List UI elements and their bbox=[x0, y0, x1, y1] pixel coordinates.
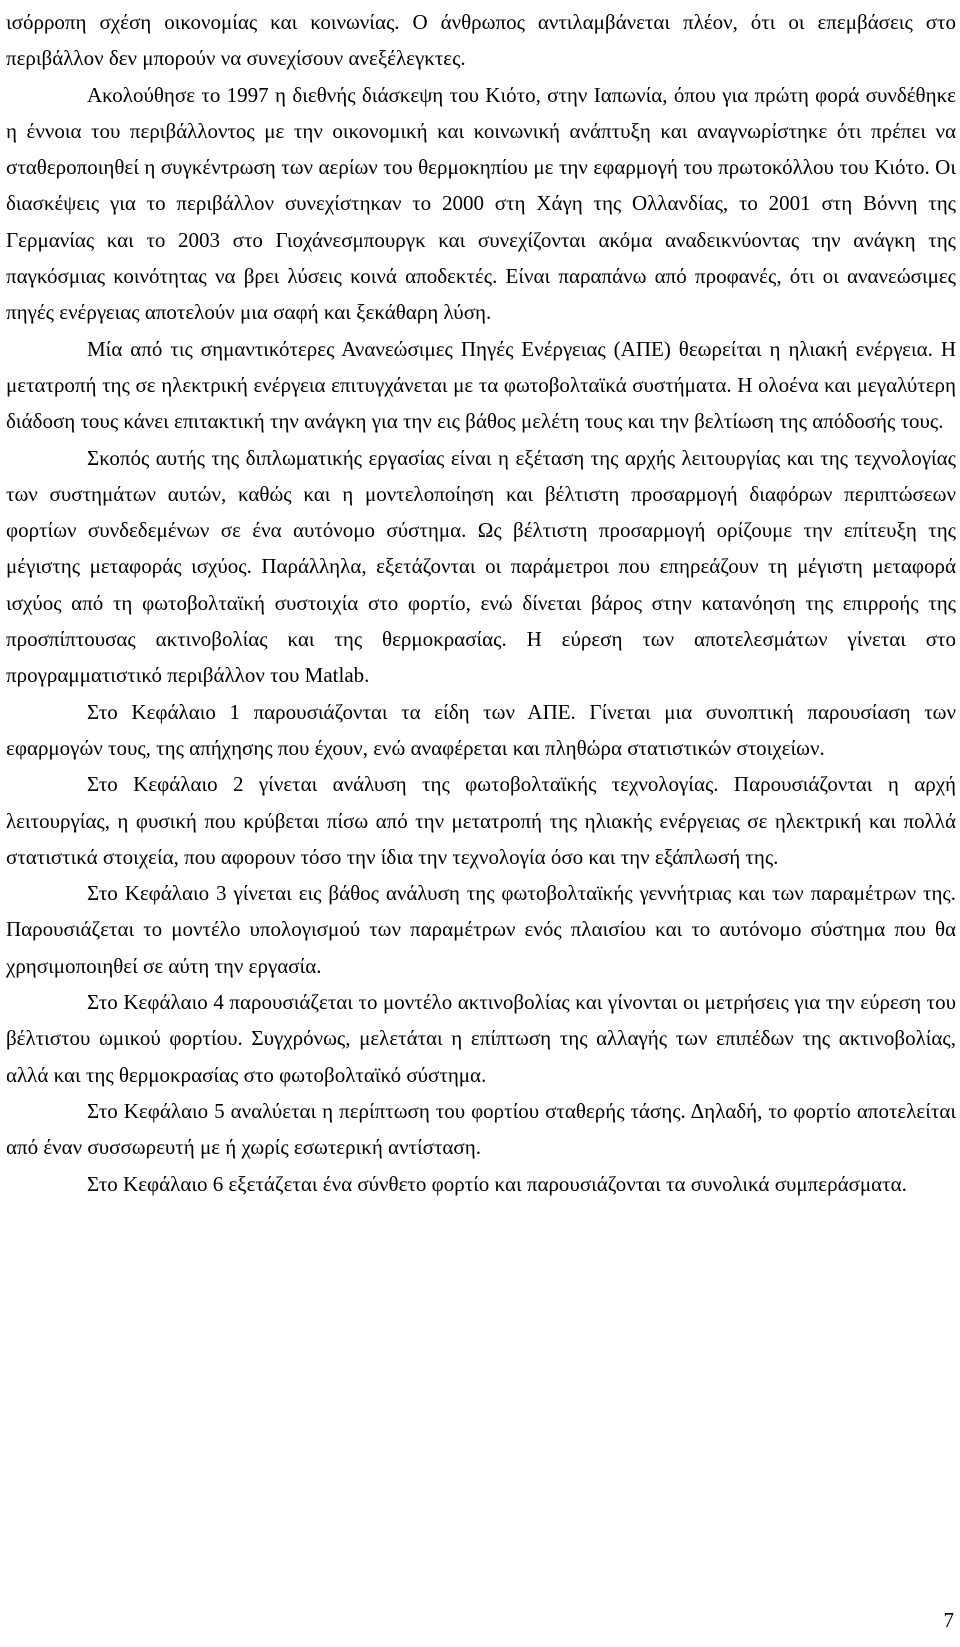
paragraph-9: Στο Κεφάλαιο 5 αναλύεται η περίπτωση του φορτίου σταθερής τάσης. Δηλαδή, το φορτίο αποτελείται από έναν συσσωρευτή με ή χωρίς εσωτερική αντίσταση. bbox=[6, 1098, 956, 1160]
paragraph-6: Στο Κεφάλαιο 2 γίνεται ανάλυση της φωτοβολταϊκής τεχνολογίας. Παρουσιάζονται η αρχή λειτουργίας, η φυσική που κρύβεται πίσω από την μετατροπή της ηλιακής ενέργειας σε ηλεκτρική και πολλά στατιστικά στοιχεία, που αφορουν τόσο την ίδια την τεχνολογία όσο και την εξάπλωσή της. bbox=[6, 772, 956, 869]
paragraph-10: Στο Κεφάλαιο 6 εξετάζεται ένα σύνθετο φορτίο και παρουσιάζονται τα συνολικά συμπεράσματα. bbox=[87, 1171, 907, 1196]
document-body bbox=[6, 4, 956, 1202]
paragraph-5: Στο Κεφάλαιο 1 παρουσιάζονται τα είδη των ΑΠΕ. Γίνεται μια συνοπτική παρουσίαση των εφαρμογών τους, της απήχησης που έχουν, ενώ αναφέρεται και πληθώρα στατιστικών στοιχείων. bbox=[6, 699, 956, 760]
paragraph-1: ισόρροπη σχέση οικονομίας και κοινωνίας. Ο άνθρωπος αντιλαμβάνεται πλέον, ότι οι επεμβάσεις στο περιβάλλον δεν μπορούν να συνεχίσουν ανεξέλεγκτες. bbox=[6, 10, 956, 71]
paragraph-8: Στο Κεφάλαιο 4 παρουσιάζεται το μοντέλο ακτινοβολίας και γίνονται οι μετρήσεις για την εύρεση του βέλτιστου ωμικού φορτίου. Συγχρόνως, μελετάται η επίπτωση της αλλαγής των επιπέδων της ακτινοβολίας, αλλά και της θερμοκρασίας στο φωτοβολταϊκό σύστημα. bbox=[6, 990, 956, 1087]
paragraph-7: Στο Κεφάλαιο 3 γίνεται εις βάθος ανάλυση της φωτοβολταϊκής γεννήτριας και των παραμέτρων της. Παρουσιάζεται το μοντέλο υπολογισμού των παραμέτρων ενός πλαισίου και το αυτόνομο σύστημα που θα χρησιμοποιηθεί σε αύτη την εργασία. bbox=[6, 881, 956, 978]
page-number: 7 bbox=[943, 1608, 954, 1632]
paragraph-3: Μία από τις σημαντικότερες Ανανεώσιμες Πηγές Ενέργειας (ΑΠΕ) θεωρείται η ηλιακή ενέργεια. Η μετατροπή της σε ηλεκτρική ενέργεια επιτυγχάνεται με τα φωτοβολταϊκά συστήματα. Η ολοένα και μεγαλύτερη διάδοση τους κάνει επιτακτική την ανάγκη για την εις βάθος μελέτη τους και την βελτίωση της απόδοσής τους. bbox=[6, 336, 956, 434]
paragraph-2: Ακολούθησε το 1997 η διεθνής διάσκεψη του Κιότο, στην Ιαπωνία, όπου για πρώτη φορά συνδέθηκε η έννοια του περιβάλλοντος με την οικονομική και κοινωνική ανάπτυξη και αναγνωρίστηκε ότι πρέπει να σταθεροποιηθεί η συγκέντρωση των αερίων του θερμοκηπίου με την εφαρμογή του πρωτοκόλλου του Κιότο. Οι διασκέψεις για το περιβάλλον συνεχίστηκαν το 2000 στη Χάγη της Ολλανδίας, το 2001 στη Βόννη της Γερμανίας και το 2003 στο Γιοχάνεσμπουργκ και συνεχίζονται ακόμα αναδεικνύοντας την ανάγκη της παγκόσμιας κοινότητας να βρει λύσεις κοινά αποδεκτές. Είναι παραπάνω από προφανές, ότι οι ανανεώσιμες πηγές ενέργειας αποτελούν μια σαφή και ξεκάθαρη λύση. bbox=[6, 82, 956, 325]
paragraph-4: Σκοπός αυτής της διπλωματικής εργασίας είναι η εξέταση της αρχής λειτουργίας και της τεχνολογίας των συστημάτων αυτών, καθώς και η μοντελοποίηση και βέλτιστη προσαρμογή διαφόρων περιπτώσεων φορτίων συνδεδεμένων σε ένα αυτόνομο σύστημα. Ως βέλτιστη προσαρμογή ορίζουμε την επίτευξη της μέγιστης μεταφοράς ισχύος. Παράλληλα, εξετάζονται οι παράμετροι που επηρεάζουν τη μέγιστη μεταφορά ισχύος από τη φωτοβολταϊκή συστοιχία στο φορτίο, ενώ δίνεται βάρος στην κατανόηση της επιρροής της προσπίπτουσας ακτινοβολίας και της θερμοκρασίας. Η εύρεση των αποτελεσμάτων γίνεται στο προγραμματιστικό περιβάλλον του Matlab. bbox=[6, 445, 956, 688]
